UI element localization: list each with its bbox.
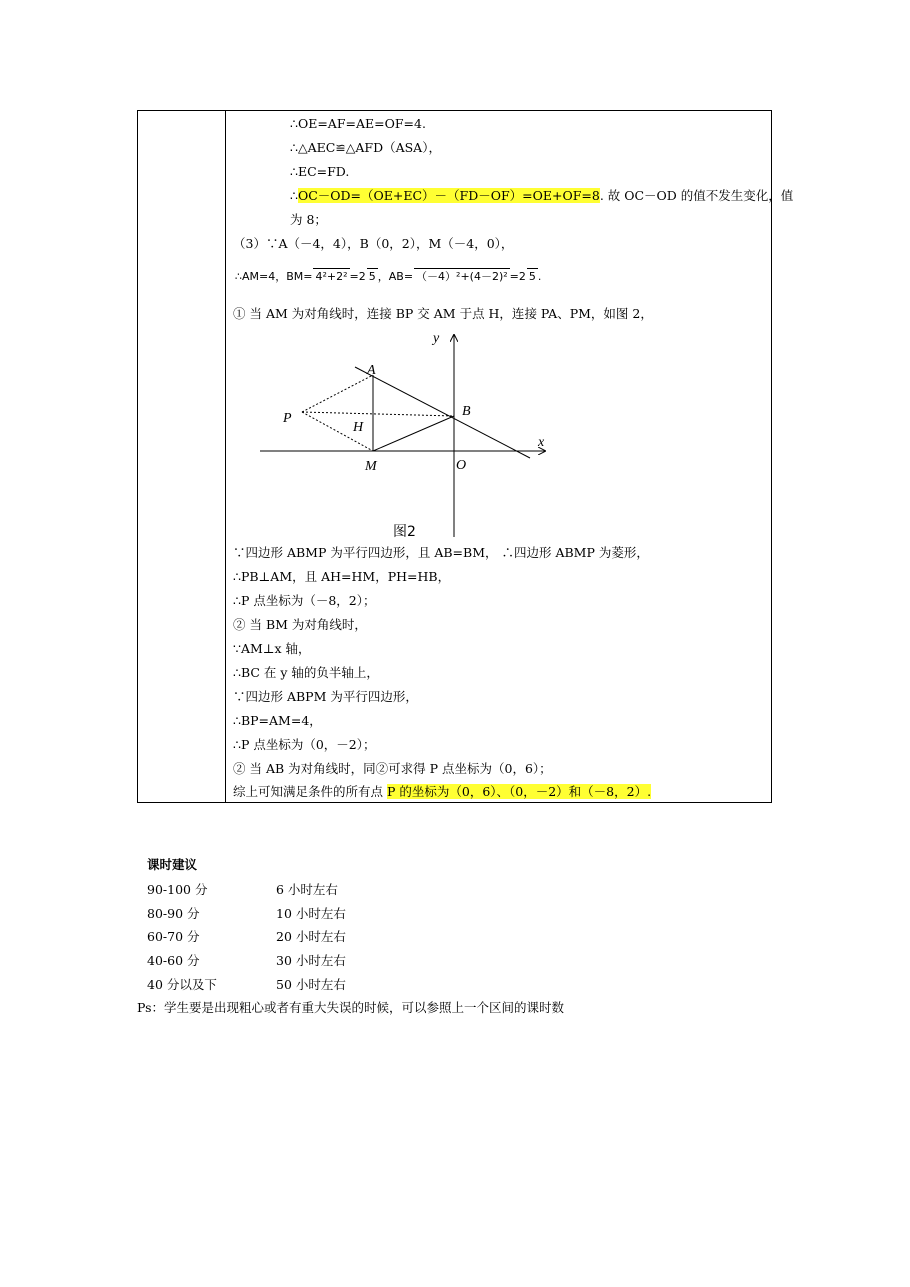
line-4-rest: . 故 OC－OD 的值不发生变化，值 <box>599 188 794 203</box>
line-2: ∴△AEC≌△AFD（ASA）， <box>290 140 441 155</box>
line-4 <box>290 188 793 204</box>
advice-hours-0: 6 小时左右 <box>276 882 338 897</box>
line-1: ∴OE=AF=AE=OF=4. <box>290 116 426 131</box>
advice-hours-3: 30 小时左右 <box>276 953 346 968</box>
advice-hours-4: 50 小时左右 <box>276 977 346 992</box>
line-19-prefix: 综上可知满足条件的所有点 <box>233 784 387 799</box>
line-4-prefix: ∴ <box>290 188 298 203</box>
segment-pb <box>302 412 454 416</box>
advice-hours-1: 10 小时左右 <box>276 906 346 921</box>
column-divider <box>225 111 226 802</box>
label-y: y <box>433 331 440 346</box>
advice-title: 课时建议 <box>147 857 198 872</box>
sqrt-bm: 4²+2² <box>315 270 348 283</box>
line-3: ∴EC=FD. <box>290 164 350 179</box>
label-a: A <box>367 363 376 378</box>
segment-pa <box>302 375 373 412</box>
line-19 <box>233 784 651 800</box>
line-5: 为 8； <box>290 212 327 227</box>
line-ab <box>355 367 530 458</box>
label-b: B <box>462 404 471 419</box>
line-6: （3）∵A（－4，4），B（0，2），M（－4，0）， <box>233 236 514 251</box>
figure-2 <box>255 330 555 542</box>
segment-mb <box>373 416 454 451</box>
advice-score-4: 40 分以及下 <box>147 977 217 992</box>
line-11: ∴P 点坐标为（－8，2）； <box>233 593 376 608</box>
sqrt-5b: 5 <box>528 270 536 283</box>
line-7-formula <box>235 268 541 285</box>
label-o: O <box>456 458 467 473</box>
highlight-oc-od: OC－OD=（OE+EC）－（FD－OF）=OE+OF=8 <box>297 188 600 203</box>
formula-eq1: =2 <box>349 270 366 283</box>
label-m: M <box>365 459 377 474</box>
figure-caption: 图2 <box>393 524 416 540</box>
formula-end: . <box>537 270 542 283</box>
advice-score-1: 80-90 分 <box>147 906 200 921</box>
line-9: ∵四边形 ABMP 为平行四边形，且 AB=BM， ∴四边形 ABMP 为菱形， <box>233 545 649 560</box>
advice-ps: Ps：学生要是出现粗心或者有重大失误的时候，可以参照上一个区间的课时数 <box>137 1000 564 1015</box>
advice-hours-2: 20 小时左右 <box>276 929 346 944</box>
line-13: ∵AM⊥x 轴， <box>233 641 311 656</box>
highlight-answer: P 的坐标为（0，6）、（0，－2）和（－8，2）. <box>386 784 652 799</box>
line-16: ∴BP=AM=4， <box>233 713 322 728</box>
line-8: ① 当 AM 为对角线时，连接 BP 交 AM 于点 H，连接 PA、PM，如图 2， <box>233 306 653 321</box>
formula-am-bm: ∴AM=4，BM= <box>235 270 313 283</box>
sqrt-ab: （－4）²+(4－2)² <box>416 270 508 283</box>
line-17: ∴P 点坐标为（0，－2）； <box>233 737 376 752</box>
line-14: ∴BC 在 y 轴的负半轴上， <box>233 665 379 680</box>
advice-score-0: 90-100 分 <box>147 882 208 897</box>
sqrt-5a: 5 <box>368 270 376 283</box>
label-h: H <box>353 420 364 435</box>
advice-score-2: 60-70 分 <box>147 929 200 944</box>
label-x: x <box>538 435 545 450</box>
line-18: ② 当 AB 为对角线时，同②可求得 P 点坐标为（0，6）； <box>233 761 552 776</box>
formula-ab: ，AB= <box>377 270 414 283</box>
advice-score-3: 40-60 分 <box>147 953 200 968</box>
line-15: ∵四边形 ABPM 为平行四边形， <box>233 689 418 704</box>
formula-eq2: =2 <box>509 270 526 283</box>
line-10: ∴PB⊥AM，且 AH=HM，PH=HB， <box>233 569 451 584</box>
label-p: P <box>283 411 292 426</box>
line-12: ② 当 BM 为对角线时， <box>233 617 367 632</box>
